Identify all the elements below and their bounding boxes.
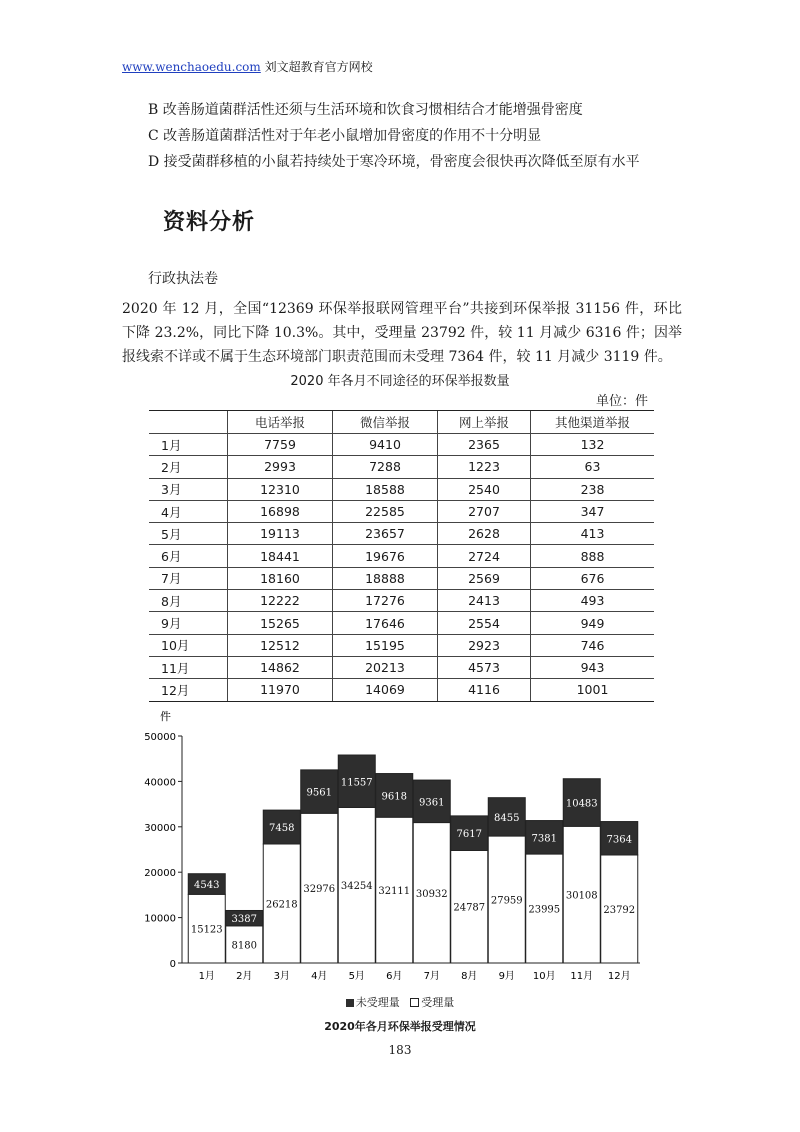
- table-cell: 2707: [438, 500, 531, 522]
- data-label-accepted: 30932: [415, 888, 448, 900]
- table-row-month: 1月: [149, 434, 228, 456]
- data-label-accepted: 26218: [265, 899, 298, 911]
- data-label-unaccepted: 11557: [340, 777, 373, 789]
- table-row: [149, 612, 654, 634]
- table-row: [149, 456, 654, 478]
- table-row-month: 7月: [149, 567, 228, 589]
- data-label-unaccepted: 9618: [381, 791, 407, 803]
- y-tick-label: 10000: [144, 913, 176, 925]
- x-tick-label: 8月: [461, 971, 478, 982]
- report-table: [149, 410, 654, 702]
- data-label-accepted: 27959: [490, 895, 523, 907]
- table-header-row: [149, 411, 654, 434]
- x-tick-label: 4月: [311, 971, 328, 982]
- table-cell: 15265: [228, 612, 333, 634]
- x-tick-label: 3月: [273, 971, 290, 982]
- x-tick-label: 12月: [607, 971, 631, 982]
- table-row: [149, 567, 654, 589]
- table-row: [149, 434, 654, 456]
- data-label-unaccepted: 4543: [194, 880, 220, 892]
- x-tick-label: 1月: [198, 971, 215, 982]
- y-tick-label: 50000: [144, 732, 176, 743]
- table-row-month: 5月: [149, 523, 228, 545]
- data-label-accepted: 23995: [528, 904, 561, 916]
- x-tick-label: 10月: [532, 971, 556, 982]
- y-tick-label: 20000: [144, 868, 176, 880]
- table-row: [149, 478, 654, 500]
- table-cell: 413: [531, 523, 655, 545]
- table-cell: 746: [531, 634, 655, 656]
- data-label-unaccepted: 9361: [419, 797, 445, 809]
- table-unit: 单位：件: [596, 394, 649, 409]
- data-label-accepted: 8180: [231, 940, 257, 952]
- x-tick-label: 5月: [348, 971, 365, 982]
- table-title: 2020 年各月不同途径的环保举报数量: [290, 374, 510, 389]
- subsection-title: 行政执法卷: [148, 271, 218, 287]
- option-d: D 接受菌群移植的小鼠若持续处于寒冷环境，骨密度会很快再次降低至原有水平: [148, 154, 640, 170]
- table-cell: 12310: [228, 478, 333, 500]
- table-header-cell: [149, 411, 228, 434]
- y-tick-label: 0: [169, 959, 176, 970]
- table-row: [149, 656, 654, 678]
- table-cell: 19113: [228, 523, 333, 545]
- data-label-accepted: 15123: [190, 924, 223, 936]
- data-label-unaccepted: 7381: [531, 833, 557, 845]
- table-row: [149, 634, 654, 656]
- table-cell: 7288: [333, 456, 438, 478]
- table-cell: 949: [531, 612, 655, 634]
- table-row: [149, 545, 654, 567]
- table-cell: 18160: [228, 567, 333, 589]
- site-url-link[interactable]: www.wenchaoedu.com: [122, 60, 261, 74]
- table-row-month: 3月: [149, 478, 228, 500]
- site-name: 刘文超教育官方网校: [264, 60, 373, 74]
- table-row-month: 8月: [149, 590, 228, 612]
- legend-label-unaccepted: 未受理量: [355, 996, 400, 1009]
- table-cell: 12222: [228, 590, 333, 612]
- table-cell: 888: [531, 545, 655, 567]
- table-row-month: 10月: [149, 634, 228, 656]
- data-label-accepted: 34254: [340, 881, 373, 893]
- table-cell: 17646: [333, 612, 438, 634]
- table-cell: 23657: [333, 523, 438, 545]
- table-cell: 7759: [228, 434, 333, 456]
- page-number: 183: [388, 1043, 412, 1057]
- y-axis-label: 件: [160, 710, 171, 723]
- table-cell: 16898: [228, 500, 333, 522]
- table-row-month: 4月: [149, 500, 228, 522]
- x-tick-label: 2月: [236, 971, 253, 982]
- table-cell: 4116: [438, 679, 531, 701]
- data-label-accepted: 24787: [453, 902, 486, 914]
- table-header-cell: 电话举报: [228, 411, 333, 434]
- table-row-month: 9月: [149, 612, 228, 634]
- table-cell: 943: [531, 656, 655, 678]
- table-cell: 17276: [333, 590, 438, 612]
- table-row-month: 2月: [149, 456, 228, 478]
- table-cell: 14069: [333, 679, 438, 701]
- table-cell: 14862: [228, 656, 333, 678]
- data-label-unaccepted: 9561: [306, 787, 332, 799]
- table-cell: 493: [531, 590, 655, 612]
- option-c: C 改善肠道菌群活性对于年老小鼠增加骨密度的作用不十分明显: [148, 128, 542, 144]
- table-cell: 9410: [333, 434, 438, 456]
- y-tick-label: 40000: [144, 777, 176, 789]
- y-tick-label: 30000: [144, 822, 176, 834]
- table-header-cell: 网上举报: [438, 411, 531, 434]
- table-cell: 18588: [333, 478, 438, 500]
- table-cell: 19676: [333, 545, 438, 567]
- table-cell: 347: [531, 500, 655, 522]
- data-label-accepted: 32111: [378, 886, 411, 898]
- table-cell: 11970: [228, 679, 333, 701]
- data-label-unaccepted: 7617: [456, 829, 482, 841]
- table-body: [149, 434, 654, 702]
- table-cell: 2413: [438, 590, 531, 612]
- x-tick-label: 11月: [570, 971, 594, 982]
- option-b: B 改善肠道菌群活性还须与生活环境和饮食习惯相结合才能增强骨密度: [148, 102, 583, 118]
- data-label-accepted: 32976: [303, 884, 336, 896]
- chart-legend: [0, 994, 800, 1010]
- data-label-unaccepted: 3387: [231, 914, 257, 926]
- answer-options: [148, 97, 640, 175]
- section-title: 资料分析: [163, 210, 256, 235]
- table-cell: 18441: [228, 545, 333, 567]
- table-cell: 2365: [438, 434, 531, 456]
- table-cell: 2628: [438, 523, 531, 545]
- data-label-unaccepted: 7458: [269, 823, 295, 835]
- table-cell: 2554: [438, 612, 531, 634]
- data-label-unaccepted: 7364: [606, 834, 632, 846]
- table-cell: 2569: [438, 567, 531, 589]
- legend-swatch-unaccepted: [346, 999, 354, 1007]
- table-header-cell: 微信举报: [333, 411, 438, 434]
- data-label-unaccepted: 8455: [494, 812, 520, 824]
- data-label-unaccepted: 10483: [565, 798, 598, 810]
- table-cell: 12512: [228, 634, 333, 656]
- table-header-cell: 其他渠道举报: [531, 411, 655, 434]
- table-row-month: 12月: [149, 679, 228, 701]
- legend-label-accepted: 受理量: [421, 996, 455, 1009]
- table-row-month: 11月: [149, 656, 228, 678]
- question-paragraph: 2020 年 12 月，全国“12369 环保举报联网管理平台”共接到环保举报 31156 件，环比下降 23.2%，同比下降 10.3%。其中，受理量 23792 件，较 11 月减少 6316 件；因举报线索不详或不属于生态环境部门职责范围而未受理 7364 件，较 11 月减少 3119 件。: [122, 301, 682, 365]
- table-cell: 4573: [438, 656, 531, 678]
- table-cell: 20213: [333, 656, 438, 678]
- x-tick-label: 6月: [386, 971, 403, 982]
- table-cell: 2724: [438, 545, 531, 567]
- table-cell: 15195: [333, 634, 438, 656]
- legend-swatch-accepted: [410, 998, 419, 1007]
- x-tick-label: 9月: [498, 971, 515, 982]
- table-cell: 63: [531, 456, 655, 478]
- table-row-month: 6月: [149, 545, 228, 567]
- table-row: [149, 590, 654, 612]
- table-cell: 2993: [228, 456, 333, 478]
- chart-caption: 2020年各月环保举报受理情况: [324, 1020, 476, 1033]
- table-row: [149, 500, 654, 522]
- table-cell: 2540: [438, 478, 531, 500]
- data-label-accepted: 30108: [565, 890, 598, 902]
- stacked-bar-chart: [140, 710, 660, 990]
- table-cell: 22585: [333, 500, 438, 522]
- table-cell: 18888: [333, 567, 438, 589]
- table-cell: 132: [531, 434, 655, 456]
- site-header: [122, 58, 373, 75]
- table-row: [149, 523, 654, 545]
- table-cell: 2923: [438, 634, 531, 656]
- table-cell: 1001: [531, 679, 655, 701]
- table-cell: 1223: [438, 456, 531, 478]
- table-row: [149, 679, 654, 701]
- data-label-accepted: 23792: [603, 904, 636, 916]
- table-cell: 676: [531, 567, 655, 589]
- x-tick-label: 7月: [423, 971, 440, 982]
- table-cell: 238: [531, 478, 655, 500]
